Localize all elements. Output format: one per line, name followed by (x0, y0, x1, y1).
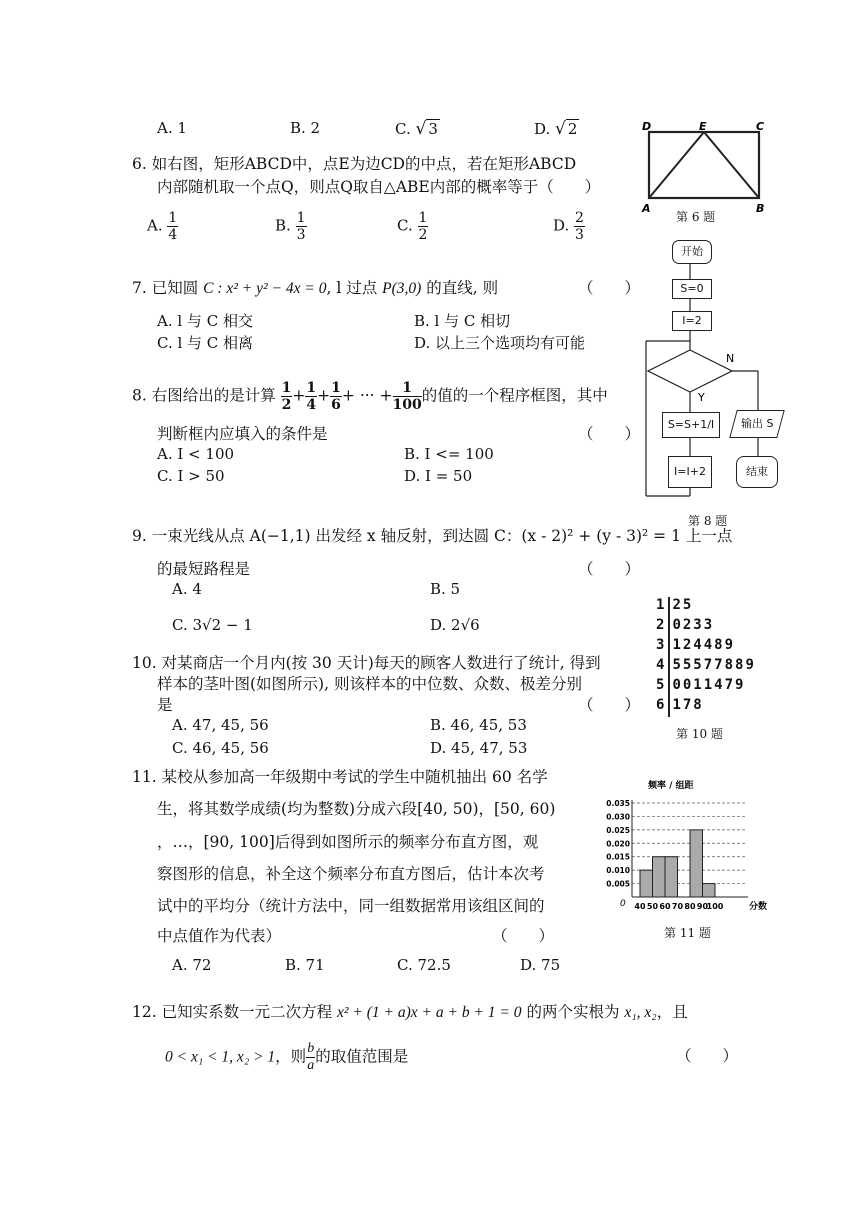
q8-prefix: 8. 右图给出的是计算 (132, 386, 276, 405)
q12-text-a: 12. 已知实系数一元二次方程 (132, 1003, 333, 1021)
q9-line2: 的最短路程是 (157, 560, 251, 578)
q12-text-c: ，且 (656, 1003, 688, 1021)
q5-option-c-label: C. (395, 120, 411, 138)
q10-option-b: B. 46, 45, 53 (430, 716, 527, 734)
leaf-values: 124489 (672, 637, 736, 653)
frac-1-2 (281, 380, 293, 413)
q5-option-c (395, 119, 440, 139)
denominator: 3 (575, 227, 584, 243)
stem-value: 2 (656, 617, 665, 633)
flow-i-init: I=2 (672, 311, 712, 331)
stem-leaf-row (656, 615, 714, 635)
flow-update-s: S=S+1/I (662, 412, 720, 438)
q6-option-c-label: C. (397, 216, 413, 235)
q9-option-b: B. 5 (430, 580, 461, 598)
q5-option-d-radicand: 2 (567, 120, 578, 138)
q6-option-a (147, 210, 178, 243)
q8-stem: 8. 右图给出的是计算 $\frac{1}{2}$ + $\frac{1}{4}$ + $\frac{1}{6}$ + ··· + $\frac{1}{100}$ 的值的一个程序框图，其中 (132, 380, 608, 413)
q11-option-c: C. 72.5 (397, 956, 451, 974)
q11-option-a: A. 72 (172, 956, 212, 974)
q8-option-d: D. I = 50 (404, 467, 473, 485)
label-a: A (642, 202, 651, 215)
q10-option-a: A. 47, 45, 56 (172, 716, 269, 734)
q10-line2: 样本的茎叶图(如图所示), 则该样本的中位数、众数、极差分别 (157, 675, 582, 693)
q7-answer-paren: （ ） (578, 279, 641, 297)
histogram-x-tick: 50 (646, 902, 659, 911)
q7-stem-text: 7. 已知圆 (132, 279, 199, 297)
q12-fraction (306, 1041, 315, 1074)
q9-option-a: A. 4 (172, 580, 202, 598)
numerator: 1 (393, 380, 422, 397)
histogram-y-tick: 0.020 (606, 839, 630, 849)
q11-line1: 11. 某校从参加高一年级期中考试的学生中随机抽出 60 名学 (132, 768, 548, 786)
denominator: 2 (418, 227, 428, 243)
q11-caption: 第 11 题 (664, 926, 711, 940)
stem-leaf-row (656, 695, 704, 715)
stem-leaf-row (656, 635, 735, 655)
denominator: 6 (331, 397, 341, 413)
q12-equation: x² + (1 + a)x + a + b + 1 = 0 (337, 1004, 522, 1021)
q12-answer-paren: （ ） (676, 1047, 739, 1065)
q8-option-a: A. I < 100 (157, 445, 235, 463)
leaf-values: 55577889 (672, 657, 756, 673)
q10-line3: 是 (157, 696, 173, 714)
leaf-values: 0011479 (672, 677, 746, 693)
q5-option-b: B. 2 (290, 119, 321, 137)
label-b: B (756, 202, 765, 215)
denominator: 2 (281, 397, 292, 413)
histogram-xlabel: 分数 (749, 902, 768, 912)
q10-caption: 第 10 题 (676, 727, 723, 741)
histogram-y-tick: 0.015 (606, 852, 630, 862)
numerator: 1 (281, 380, 292, 396)
q6-option-d (553, 210, 585, 243)
leaf-values: 25 (672, 597, 694, 613)
q6-line1: 6. 如右图，矩形ABCD中，点E为边CD的中点，若在矩形ABCD (132, 155, 577, 173)
q6-option-b-label: B. (275, 216, 291, 235)
denominator: a (307, 1058, 315, 1073)
q10-answer-paren: （ ） (578, 696, 641, 714)
q9-option-c: C. 3√2 − 1 (172, 616, 253, 634)
numerator: 1 (418, 210, 428, 226)
q7-option-b: B. l 与 C 相切 (414, 312, 511, 330)
flow-end: 结束 (736, 456, 778, 488)
histogram-x-tick: 80 (684, 902, 696, 911)
q7-option-c: C. l 与 C 相离 (157, 334, 254, 352)
stem-leaf-row (656, 595, 693, 615)
leaf-values: 178 (672, 697, 704, 713)
q8-option-c: C. I > 50 (157, 467, 225, 485)
rectangle-abcd-figure (640, 118, 770, 222)
q8-line2: 判断框内应填入的条件是 (157, 425, 328, 443)
q12-line2 (165, 1041, 408, 1074)
histogram-bar (703, 884, 716, 897)
flow-no-label: N (726, 352, 735, 365)
q9-option-d: D. 2√6 (430, 616, 480, 634)
label-c: C (756, 120, 765, 133)
denominator: 100 (392, 397, 422, 413)
q11-line4: 察图形的信息，补全这个频率分布直方图后，估计本次考 (157, 865, 545, 883)
flow-start: 开始 (672, 240, 712, 264)
label-d: D (642, 120, 652, 133)
q5-option-d-label: D. (534, 120, 551, 138)
q6-option-b-fraction (296, 210, 307, 243)
flow-output-label: 输出 S (740, 417, 774, 430)
histogram-y-tick: 0.010 (606, 866, 630, 876)
q11-line5: 试中的平均分（统计方法中，同一组数据常用该组区间的 (157, 897, 545, 915)
q5-option-c-radicand: 3 (428, 120, 438, 138)
q12-text-b: 的两个实根为 (526, 1003, 620, 1021)
q8-option-b: B. I <= 100 (404, 445, 494, 463)
q11-answer-paren: （ ） (492, 927, 555, 945)
q8-caption: 第 8 题 (688, 514, 728, 528)
q6-option-c (397, 210, 428, 243)
sqrt-sign: √ (555, 119, 566, 139)
frequency-histogram (598, 776, 773, 916)
histogram-origin: 0 (620, 899, 626, 909)
q6-caption: 第 6 题 (676, 210, 716, 224)
q6-option-d-fraction (574, 210, 585, 243)
q12-text-d: ，则 (275, 1047, 307, 1066)
stem-value: 6 (656, 697, 665, 713)
denominator: 3 (296, 227, 306, 243)
q8-series-ellipsis: + ··· + (341, 386, 393, 405)
q7-option-a: A. l 与 C 相交 (157, 312, 253, 330)
q12-condition: 0 < x₁ < 1, x₂ > 1 (165, 1048, 276, 1066)
q7-stem-text-2: , l 过点 (326, 279, 378, 297)
q11-line6: 中点值作为代表） (157, 927, 282, 945)
q9-answer-paren: （ ） (578, 560, 641, 578)
q6-option-a-fraction (167, 210, 178, 243)
denominator: 4 (306, 397, 317, 413)
histogram-bar (690, 830, 703, 897)
q10-line1: 10. 对某商店一个月内(按 30 天计)每天的顾客人数进行了统计, 得到 (132, 654, 601, 672)
q5-option-d (534, 119, 579, 139)
q10-option-d: D. 45, 47, 53 (430, 739, 528, 757)
q11-option-b: B. 71 (285, 956, 325, 974)
flow-s-init: S=0 (672, 279, 712, 299)
frac-1-6 (330, 380, 342, 413)
denominator: 4 (168, 227, 178, 243)
q6-option-a-label: A. (147, 216, 163, 235)
numerator: b (307, 1041, 315, 1056)
stem-leaf-row (656, 675, 745, 695)
q6-option-d-label: D. (553, 216, 570, 235)
q6-option-c-fraction (418, 210, 429, 243)
q7-option-d: D. 以上三个选项均有可能 (414, 334, 586, 352)
q8-answer-paren: （ ） (578, 425, 641, 443)
numerator: 2 (575, 210, 584, 226)
histogram-x-tick: 90 (696, 902, 709, 911)
leaf-values: 0233 (672, 617, 715, 633)
q12-line1 (132, 1000, 688, 1022)
histogram-x-tick: 60 (659, 902, 671, 911)
q11-line2: 生，将其数学成绩(均为整数)分成六段[40, 50)，[50, 60) (157, 800, 556, 818)
histogram-ylabel: 频率 / 组距 (648, 781, 694, 791)
numerator: 1 (168, 210, 178, 226)
histogram-bar (640, 870, 653, 897)
stem-leaf-row (656, 655, 756, 675)
q7-stem (132, 276, 498, 298)
q7-point: P(3,0) (382, 280, 422, 297)
histogram-x-tick: 40 (634, 902, 646, 911)
q11-line3: ，…，[90, 100]后得到如图所示的频率分布直方图，观 (157, 833, 539, 851)
q8-suffix: 的值的一个程序框图，其中 (421, 386, 608, 405)
flow-increment: I=I+2 (668, 456, 712, 488)
q6-line2: 内部随机取一个点Q，则点Q取自△ABE内部的概率等于（ ） (157, 178, 601, 196)
histogram-y-tick: 0.035 (606, 799, 630, 808)
q12-text-e: 的取值范围是 (315, 1047, 409, 1066)
stem-value: 1 (656, 597, 665, 613)
histogram-x-tick: 100 (706, 902, 724, 911)
sqrt-sign: √ (415, 119, 427, 139)
histogram-y-tick: 0.025 (606, 825, 630, 835)
histogram-x-tick: 70 (671, 902, 684, 911)
flow-output (729, 410, 785, 438)
q5-option-a: A. 1 (157, 119, 187, 137)
frac-1-4 (305, 380, 317, 413)
q12-roots: x₁, x₂ (624, 1004, 657, 1021)
stem-value: 4 (656, 657, 665, 673)
flow-yes-label: Y (698, 391, 705, 404)
numerator: 1 (296, 210, 306, 226)
histogram-bar (665, 857, 678, 897)
numerator: 1 (306, 380, 317, 396)
q7-stem-text-3: 的直线, 则 (426, 279, 499, 297)
q6-option-b (275, 210, 307, 243)
q7-circle-equation: C : x² + y² − 4x = 0 (203, 280, 327, 297)
frac-1-100 (393, 380, 422, 413)
stem-value: 5 (656, 677, 665, 693)
histogram-y-tick: 0.030 (606, 812, 630, 822)
histogram-bar (653, 857, 666, 897)
label-e: E (699, 120, 707, 133)
q11-option-d: D. 75 (520, 956, 561, 974)
q10-option-c: C. 46, 45, 56 (172, 739, 269, 757)
q9-line1: 9. 一束光线从点 A(−1,1) 出发经 x 轴反射，到达圆 C：(x - 2)² + (y - 3)² = 1 上一点 (132, 527, 733, 545)
stem-value: 3 (656, 637, 665, 653)
histogram-y-tick: 0.005 (606, 879, 630, 889)
numerator: 1 (331, 380, 341, 396)
